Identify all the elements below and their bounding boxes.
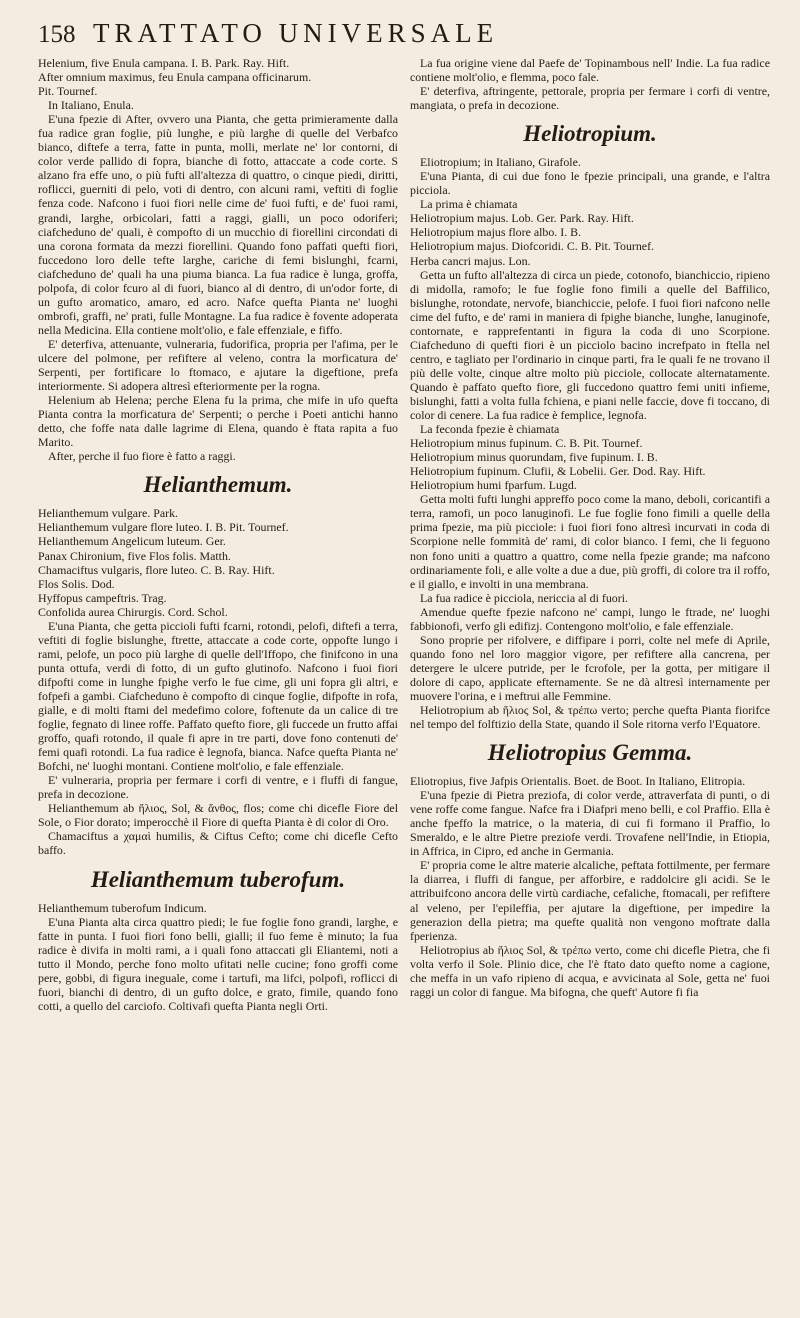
paragraph: Getta un fufto all'altezza di circa un piede, cotonofo, bianchiccio, ripieno di midolla, ramofo; le fue foglie fono fimili a quelle del Baffilico, bislunghe, rotondate, nervofe, bianchiccie, pelofe. I fuoi fiori nafcono nelle cime del fufto, e de' rami in maniera di fpighe bianche, lunghe, lanuginofe, contornate, e rapprefentanti in figura la coda di uno Scorpione. Ciafcheduno di quefti fiori è un picciolo bacino increfpato in ftella nel centro, e tagliato per l'ordinario in cinque parti, fra le quali fe ne trovano il più delle volte, cinque altre molto più picciole, collocate alternatamente. Quando è paffato quefto fiore, gli fuccedono quattro femi uniti infieme, bislunghi, fatti a volta fulla fchiena, e piani nelle faccie, dove fi toccano, di color di cenere. La fua radice è femplice, legnofa. — [410, 267, 770, 423]
synonym-line: Heliotropium minus quorundam, five fupinum. I. B. — [410, 450, 658, 465]
paragraph: La fua origine viene dal Paefe de' Topinambous nell' Indie. La fua radice contiene molt'olio, e flemma, poco fale. — [410, 56, 770, 85]
entry-title-heliotropius-gemma: Heliotropius Gemma. — [487, 740, 693, 766]
paragraph: La fua radice è picciola, nericcia al di fuori. — [420, 590, 628, 605]
synonym-line: Helianthemum vulgare flore luteo. I. B. Pit. Tournef. — [38, 520, 289, 535]
right-column — [410, 56, 770, 1013]
synonym-line: Hyffopus campeftris. Trag. — [38, 590, 167, 605]
paragraph: Helianthemum ab ἥλιος, Sol, & ἄνθος, flos; come chi dicefle Fiore del Sole, o Fior dorato; imperocchè il Fiore di quefta Pianta è di color di Oro. — [38, 801, 398, 830]
synonym-line: Heliotropium minus fupinum. C. B. Pit. Tournef. — [410, 436, 643, 451]
synonym-line: Eliotropius, five Jafpis Orientalis. Boet. de Boot. In Italiano, Elitropia. — [410, 774, 746, 789]
synonym-line: Heliotropium humi fparfum. Lugd. — [410, 478, 577, 493]
synonym-line: Helianthemum tuberofum Indicum. — [38, 900, 207, 915]
entry-title-helianthemum: Helianthemum. — [143, 472, 293, 498]
synonym-line: Helianthemum Angelicum luteum. Ger. — [38, 534, 226, 549]
paragraph: After, perche il fuo fiore è fatto a raggi. — [48, 449, 236, 464]
entry-title-heliotropium: Heliotropium. — [523, 121, 657, 147]
running-title: TRATTATO UNIVERSALE — [93, 18, 499, 48]
paragraph: E' deterfiva, aftringente, pettorale, propria per fermare i corfi di ventre, mangiata, o prefa in decozione. — [410, 84, 770, 113]
paragraph: E'una Pianta, che getta piccioli fufti fcarni, rotondi, pelofi, diftefi a terra, veftiti di foglie bislunghe, ftrette, attaccate a code corte, oppofte lungo i rami, pelofe, un poco più larghe di quelle dell'Iffopo, che finifcono in una punta ottufa, verdi di fotto, di un gufto glutinofo. Nafcono i fuoi fiori difpofti come in lunghe fpighe verfo le fue cime, gli uni fopra gli altri, e fofpefi a gambi. Ciafcheduno è compofto di cinque foglie, difpofte in rofa, gialle, e di molti ftami del medefimo colore, foftenute da un calice di tre foglie, fegnato di linee roffe. Paffato quefto fiore, gli fuccede un frutto affai groffo, quafi rotondo, il quale fi apre in tre parti, dove fono contenuti de' femi quafi rotondi. La fua radice è legnofa, bianca. Nafce quefta Pianta ne' Bofchi, ne' luoghi montani. Contiene molt'olio, e fale effenziale. — [38, 618, 398, 774]
synonym-line: Heliotropium majus flore albo. I. B. — [410, 225, 582, 240]
paragraph: E' vulneraria, propria per fermare i corfi di ventre, e i fluffi di fangue, prefa in decozione. — [38, 773, 398, 802]
synonym-line: Chamaciftus vulgaris, flore luteo. C. B. Ray. Hift. — [38, 562, 275, 577]
synonym-line: Heliotropium fupinum. Clufii, & Lobelii. Ger. Dod. Ray. Hift. — [410, 464, 706, 479]
synonym-line: Panax Chironium, five Flos folis. Matth. — [38, 548, 231, 563]
paragraph: Getta molti fufti lunghi appreffo poco come la mano, deboli, coricantifi a terra, ramofi, un poco lanuginofi. Le fue foglie fono fimili a quelle della prima fpezie, ma più picciole: i fuoi fiori fono altresì incurvati in coda di Scorpione nelle fommità de' rami, di color bianco. I femi, che li feguono non fono uniti a quattro a quattro, come nella fpezie grande; ma nafcono ordinariamente foli, e alle volte a due a due, più groffi, di colore tra il roffo, e il giallo, e involti in una membrana. — [410, 492, 770, 591]
paragraph: Heliotropius ab ἥλιος Sol, & τρέπω verto, come chi dicefle Pietra, che fi volta verfo il Sole. Plinio dice, che l'è ftato dato quefto nome a cagione, che meffa in un vafo ripieno di acqua, e avvicinata al Sole, getta ne' fuoi raggi un color di fangue. Ma bifogna, che queft' Autore fi fia — [410, 942, 770, 999]
paragraph: La feconda fpezie è chiamata — [420, 422, 560, 437]
synonym-line: Heliotropium majus. Diofcoridi. C. B. Pit. Tournef. — [410, 239, 655, 254]
paragraph: E'una Pianta alta circa quattro piedi; le fue foglie fono grandi, larghe, e fatte in punta. I fuoi fiori fono belli, gialli; il fuo feme è minuto; la fua radice è divifa in molti rami, a i quali fono attaccati gli Eliantemi, noti a tutto il Mondo, perche fono molto ufitati nelle cucine; fono groffi come pere, gobbi, di figura ineguale, come i tartufi, ma lifci, polpofi, roflicci di fuori, bianchi di dentro, di un gufto dolce, e grato, fimile, quando fono cotti, a quello del carciofo. Coltivafi quefta Pianta negli Orti. — [38, 914, 398, 1013]
text-columns — [38, 56, 770, 1013]
synonym-line: Helianthemum vulgare. Park. — [38, 506, 179, 521]
running-head — [38, 18, 770, 52]
entry-title-helianthemum-tuberosum: Helianthemum tuberofum. — [90, 866, 346, 892]
synonym-line: Helenium, five Enula campana. I. B. Park. Ray. Hift. — [38, 56, 290, 70]
left-column — [38, 56, 398, 1013]
synonym-line: Heliotropium majus. Lob. Ger. Park. Ray. Hift. — [410, 211, 634, 226]
paragraph: E'una fpezie di Pietra preziofa, di color verde, attraverfata di punti, o di vene roffe come fangue. Nafce fra i Diafpri meno belli, e col Praffio. Ella è anche fpeffo la matrice, o la materia, di cui fi formano il Praffio, lo Smeraldo, e le altre Pietre preziofe verdi. Trovafene nell'Indie, in Etiopia, in Affrica, in Cipro, ed anche in Germania. — [410, 788, 770, 859]
paragraph: Helenium ab Helena; perche Elena fu la prima, che mife in ufo quefta Pianta contra la morficatura de' Serpenti; o perche i Poeti antichi hanno detto, che foffe nata dalle lagrime di Elena, quando è ftata rapita a fuo Marito. — [38, 393, 398, 450]
synonym-line: Pit. Tournef. — [38, 84, 98, 99]
paragraph: La prima è chiamata — [420, 197, 518, 212]
paragraph: E' propria come le altre materie alcaliche, peftata fottilmente, per fermare la diarrea, i fluffi di fangue, per afforbire, e raddolcire gli acidi. Se le attribuifcono ancora delle virtù cardiache, cefaliche, ftomacali, per refiftere al veleno, per l'epileffia, per ajutare la digeftione, per impedire la generazion della pietra; ma quefte qualità non vengono moftrate dalla fperienza. — [410, 858, 770, 943]
paragraph: Heliotropium ab ἥλιος Sol, & τρέπω verto; perche quefta Pianta fiorifce nel tempo del folftizio della State, quando il Sole ritorna verfo l'Equatore. — [410, 703, 770, 732]
paragraph: E'una Pianta, di cui due fono le fpezie principali, una grande, e l'altra picciola. — [410, 169, 770, 198]
paragraph: Sono proprie per rifolvere, e diffipare i porri, colte nel mefe di Aprile, quando fono nel loro maggior vigore, per refiftere alla cancrena, per detergere le ulcere putride, per le fcrofole, per la gotta, per mitigare il dolore di capo, applicate efternamente. Se ne dà altresì internamente per muovere l'orina, e i meftrui alle Femmine. — [410, 632, 770, 703]
paragraph: Eliotropium; in Italiano, Girafole. — [420, 155, 581, 170]
synonym-line: After omnium maximus, feu Enula campana officinarum. — [38, 70, 312, 85]
synonym-line: Confolida aurea Chirurgis. Cord. Schol. — [38, 604, 228, 619]
paragraph: Amendue quefte fpezie nafcono ne' campi, lungo le ftrade, ne' luoghi fabbionofi, verfo gli edifizj. Contengono molt'olio, e fale effenziale. — [410, 604, 770, 633]
paragraph: Chamaciftus a χαμαὶ humilis, & Ciftus Cefto; come chi dicefle Cefto baffo. — [38, 829, 398, 858]
synonym-line: Herba cancri majus. Lon. — [410, 253, 531, 268]
paragraph: In Italiano, Enula. — [48, 98, 134, 113]
synonym-line: Flos Solis. Dod. — [38, 576, 115, 591]
paragraph: E'una fpezie di After, ovvero una Pianta, che getta primieramente dalla fua radice gran foglie, più lunghe, e più larghe di quelle del Verbafco bianco, diftefe a terra, fatte in punta, molli, merlate ne' lor contorni, di color verde pallido di fopra, bianche di fotto, attaccate a code corte. S alzano fra effe uno, o più fufti all'altezza di quattro, o cinque piedi, diritti, roflicci, guerniti di pelo, voti di dentro, con alcuni rami, veftiti di foglie fenza code. Nafcono i fuoi fiori nelle cime de' fuoi fufti, e de' fuoi rami, grandi, larghe, orbicolari, fatti a raggi, gialli, un poco odoriferi; ciafcheduno de' quali, è compofto di un mucchio di fiorellini circondati di una corona formata da mezzi fiorellini. Quando fono paffati quefti fiori, fuccedono loro delle tefte larghe, cariche di femi bislunghi, fcarni, ciafcheduno de' quali ha una piuma bianca. La fua radice è lunga, groffa, polpofa, di color fcuro al di fuori, bianco al di dentro, di un'odor forte, di un gufto aromatico, amaro, ed acro. Nafce quefta Pianta ne' luoghi ombrofi, graffi, ne' prati, fulle Montagne. La fua radice è fovente adoperata nella Medicina. Ella contiene molt'olio, e fale effenziale, e fiffo. — [38, 112, 398, 337]
page-number: 158 — [38, 21, 76, 48]
paragraph: E' deterfiva, attenuante, vulneraria, fudorifica, propria per l'afima, per le ulcere del polmone, per refiftere al veleno, contra la morficatura de' Serpenti, per fortificare lo ftomaco, e ajutare la digeftione, prefa interiormente. Si adopera altresì efteriormente per la rogna. — [38, 336, 398, 394]
